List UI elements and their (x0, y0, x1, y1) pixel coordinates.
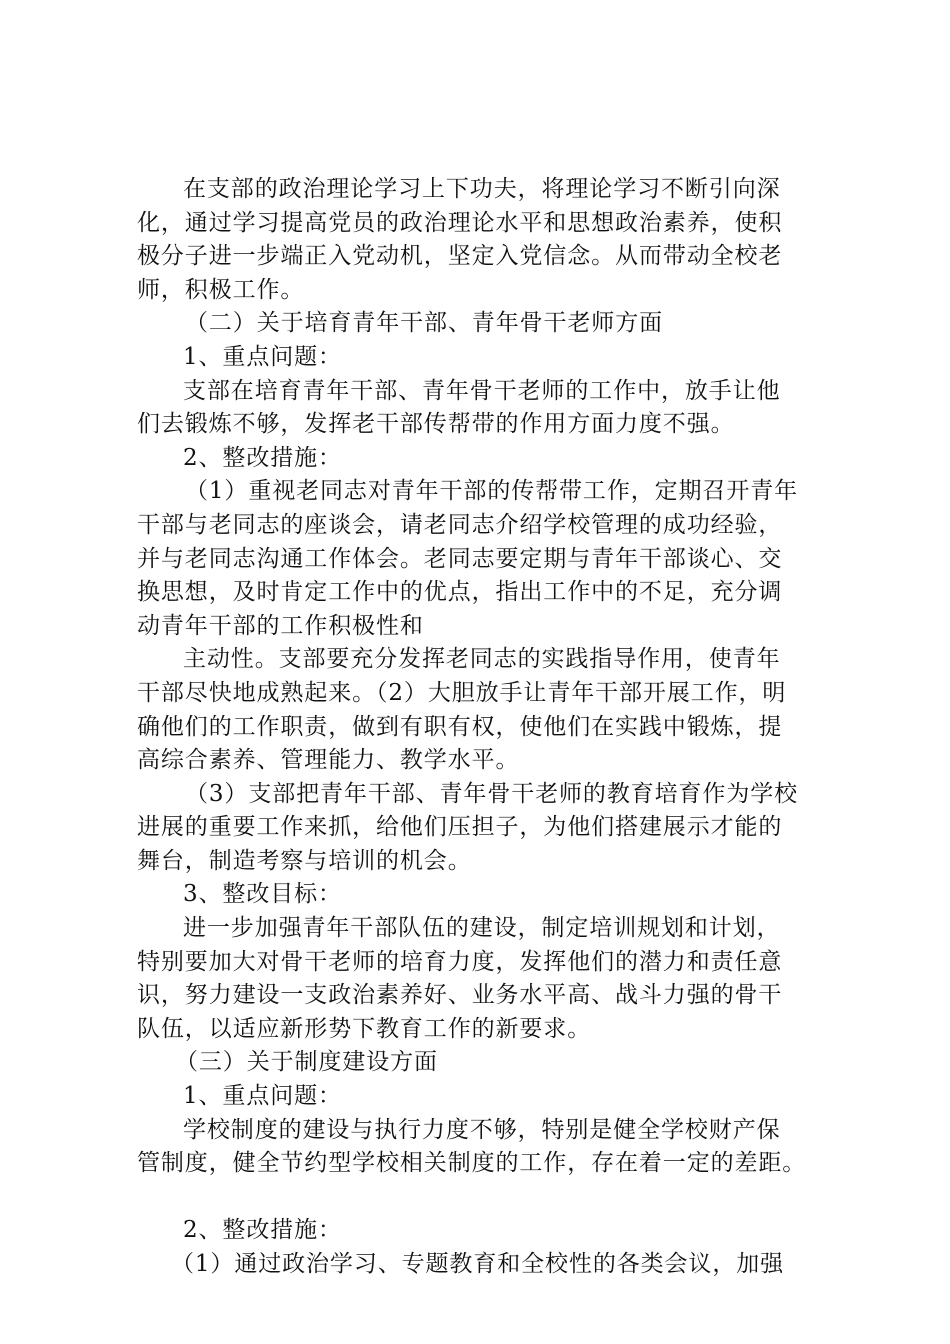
paragraph-line: （1）重视老同志对青年干部的传帮带工作，定期召开青年 (185, 478, 799, 505)
paragraph-line: 学校制度的建设与执行力度不够，特别是健全学校财产保 (183, 1116, 781, 1143)
paragraph-line: 特别要加大对骨干老师的培育力度，发挥他们的潜力和责任意 (137, 948, 783, 975)
paragraph-line: 高综合素养、管理能力、教学水平。 (137, 747, 520, 774)
section-heading: （二）关于培育青年干部、青年骨干老师方面 (185, 310, 663, 337)
paragraph-line: 支部在培育青年干部、青年骨干老师的工作中，放手让他 (183, 377, 781, 404)
paragraph-line: （3）支部把青年干部、青年骨干老师的教育培育作为学校 (185, 780, 799, 807)
paragraph-line: 识，努力建设一支政治素养好、业务水平高、战斗力强的骨干 (137, 982, 783, 1009)
paragraph-line: 舞台，制造考察与培训的机会。 (137, 847, 472, 874)
subheading: 1、重点问题： (183, 1083, 342, 1110)
paragraph-line: 干部尽快地成熟起来。（2）大胆放手让青年干部开展工作，明 (137, 679, 787, 706)
paragraph-line: （1）通过政治学习、专题教育和全校性的各类会议，加强 (171, 1251, 785, 1277)
blank-line (137, 1181, 837, 1215)
subheading: 1、重点问题： (183, 343, 342, 370)
paragraph-line: 极分子进一步端正入党动机，坚定入党信念。从而带动全校老 (137, 243, 783, 270)
paragraph-line: 师，积极工作。 (137, 276, 305, 303)
paragraph-line: 进展的重要工作来抓，给他们压担子，为他们搭建展示才能的 (137, 814, 783, 841)
paragraph-line: 在支部的政治理论学习上下功夫，将理论学习不断引向深 (183, 176, 781, 202)
subheading: 3、整改目标： (183, 881, 342, 908)
document-body (137, 173, 837, 1282)
paragraph-line: 换思想，及时肯定工作中的优点，指出工作中的不足，充分调 (137, 579, 783, 606)
paragraph-line: 并与老同志沟通工作体会。老同志要定期与青年干部谈心、交 (137, 545, 783, 572)
paragraph-line: 进一步加强青年干部队伍的建设，制定培训规划和计划， (183, 915, 781, 942)
paragraph-line: 管制度，健全节约型学校相关制度的工作，存在着一定的差距。 (137, 1150, 807, 1177)
paragraph-line: 化，通过学习提高党员的政治理论水平和思想政治素养，使积 (137, 209, 783, 236)
paragraph-line: 干部与老同志的座谈会，请老同志介绍学校管理的成功经验， (137, 511, 783, 538)
paragraph-line: 们去锻炼不够，发挥老干部传帮带的作用方面力度不强。 (137, 411, 735, 438)
section-heading: （三）关于制度建设方面 (175, 1049, 438, 1076)
paragraph-line: 主动性。支部要充分发挥老同志的实践指导作用，使青年 (183, 646, 781, 673)
paragraph-line: 队伍，以适应新形势下教育工作的新要求。 (137, 1015, 592, 1042)
paragraph-line: 确他们的工作职责，做到有职有权，使他们在实践中锻炼，提 (137, 713, 783, 740)
paragraph-line: 动青年干部的工作积极性和 (137, 612, 424, 639)
subheading: 2、整改措施： (183, 1217, 342, 1244)
subheading: 2、整改措施： (183, 444, 342, 471)
